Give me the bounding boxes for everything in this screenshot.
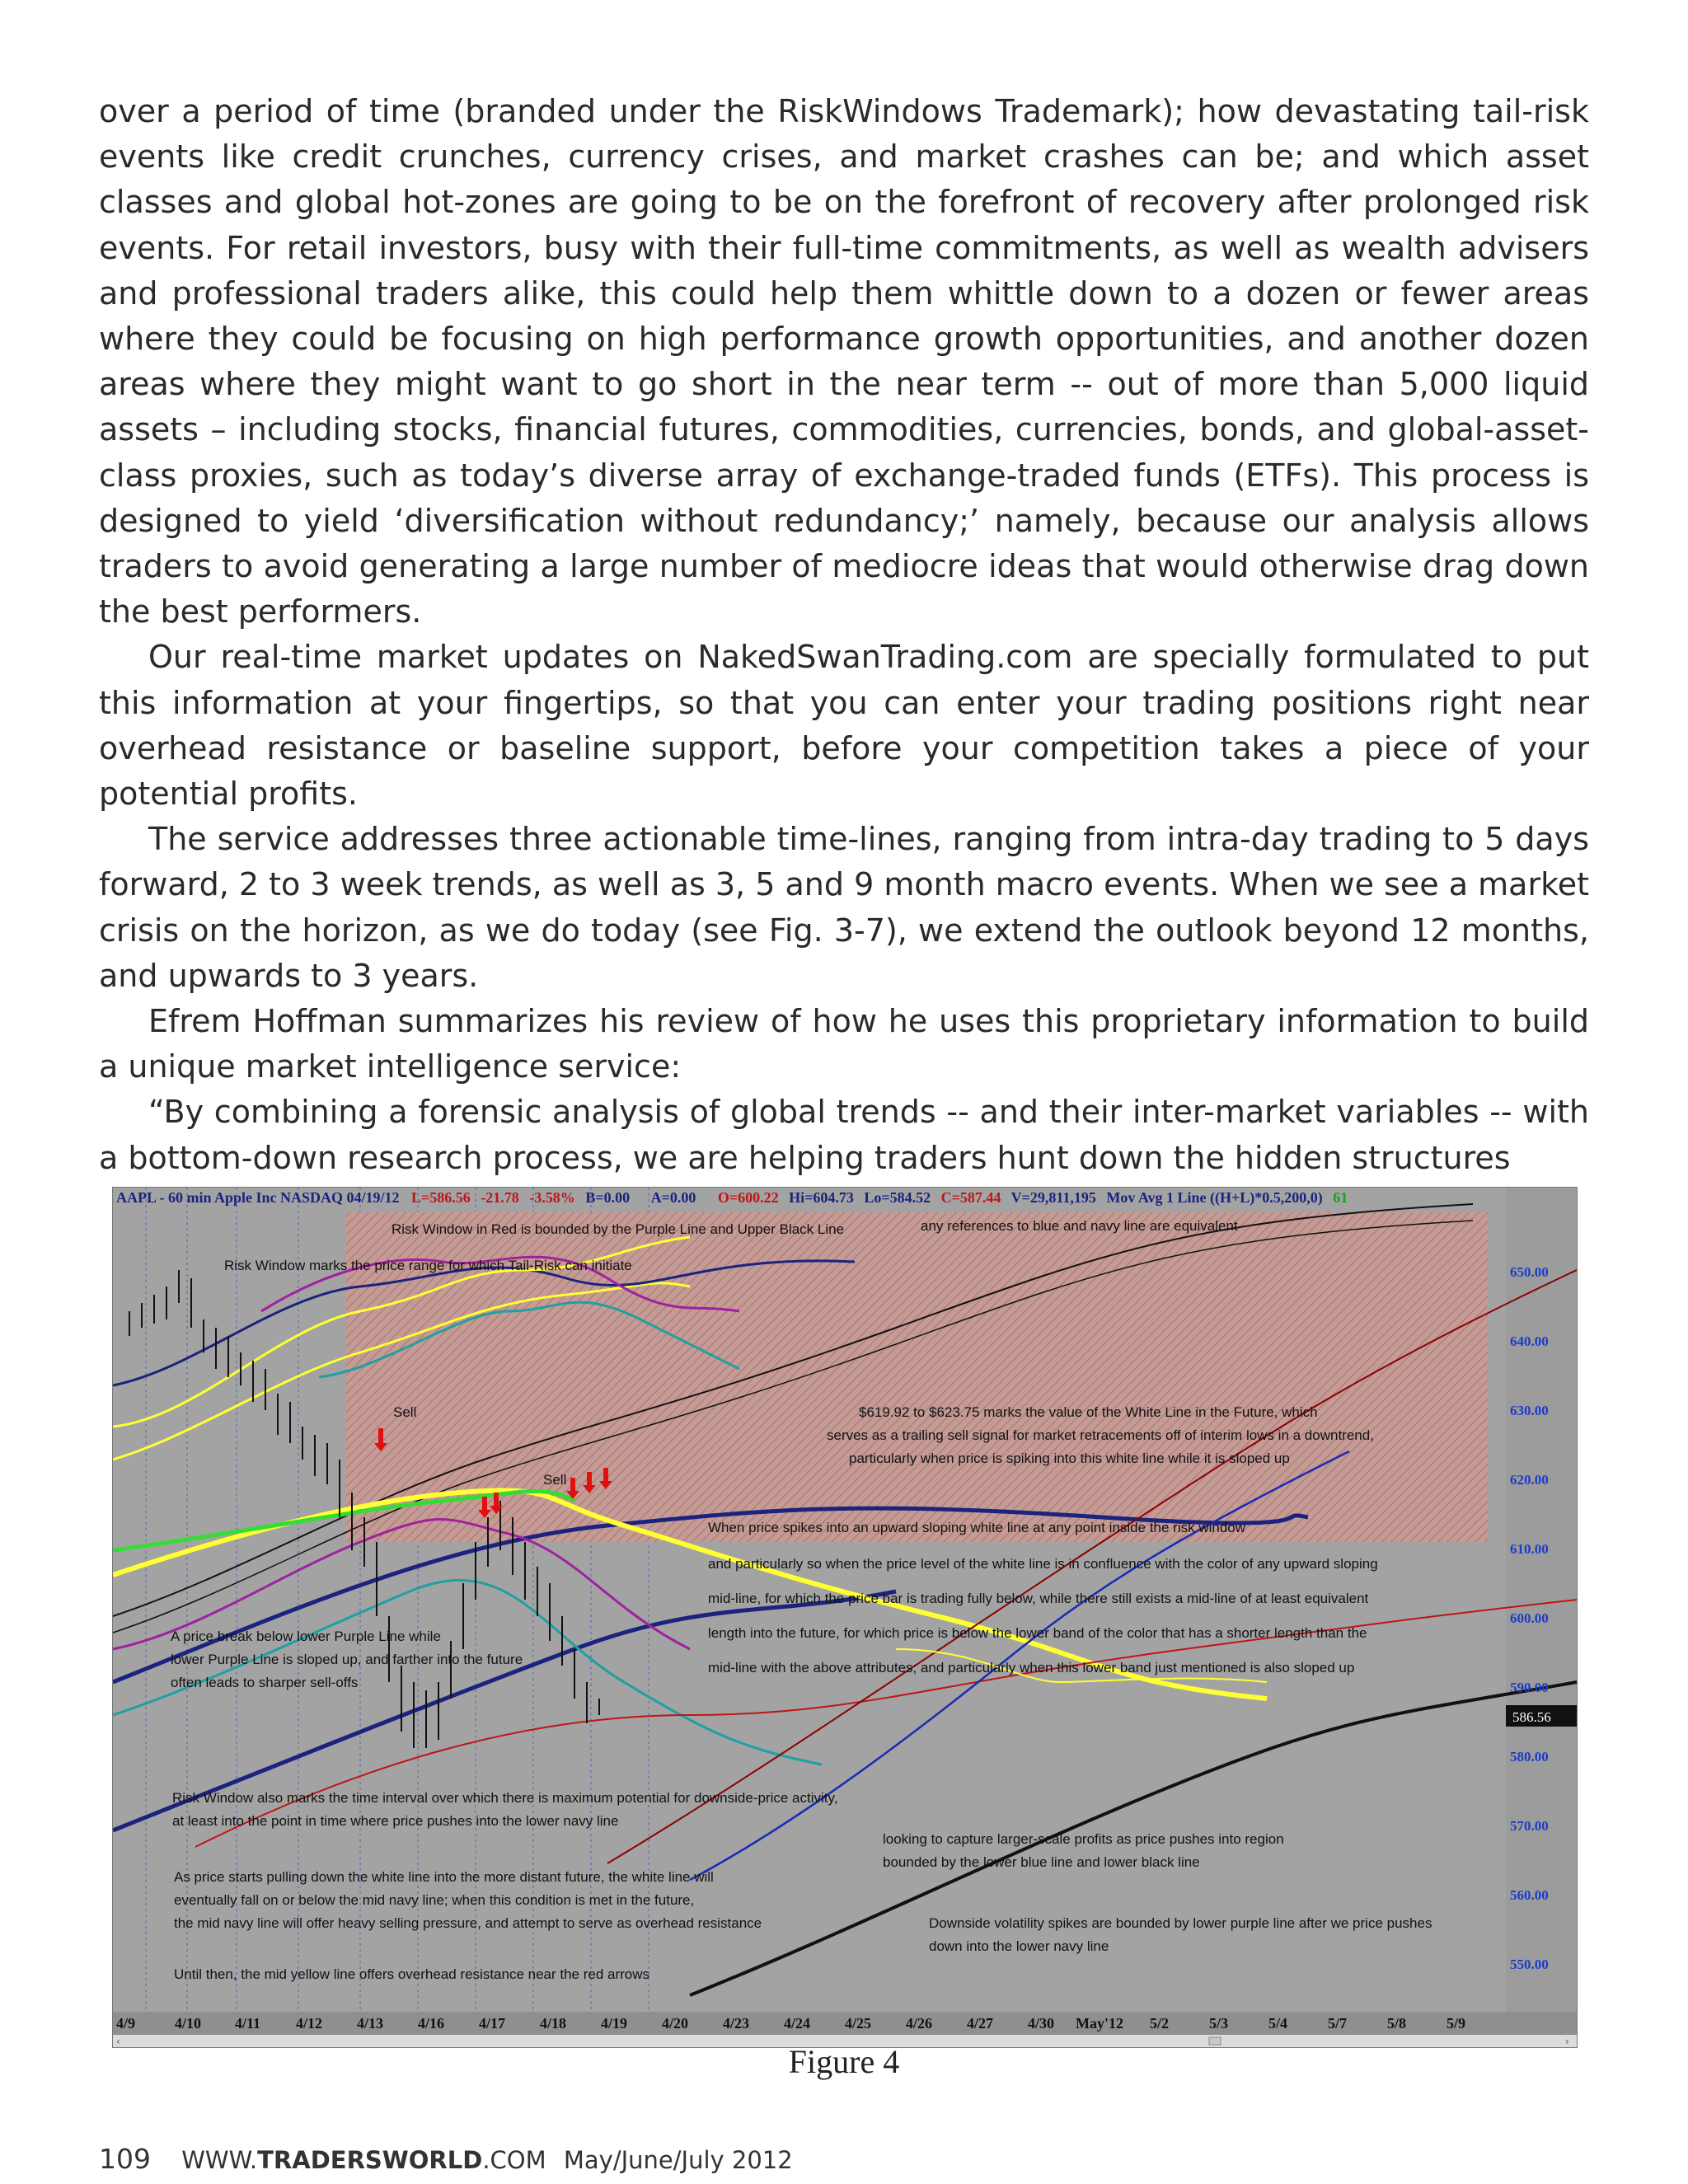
svg-text:650.00: 650.00 xyxy=(1510,1264,1549,1280)
annotation-risk-red: Risk Window in Red is bounded by the Purple Line and Upper Black Line xyxy=(392,1221,845,1237)
annotation-volatility-1: Downside volatility spikes are bounded by lower purple line after we price pushes xyxy=(929,1915,1432,1931)
page-number: 109 xyxy=(99,2143,151,2175)
annotation-pulling-3: the mid navy line will offer heavy selling pressure, and attempt to serve as overhead resistance xyxy=(174,1915,762,1931)
annotation-larger-scale-2: bounded by the lower blue line and lower black line xyxy=(883,1854,1200,1870)
chart-header: AAPL - 60 min Apple Inc NASDAQ 04/19/12 L=586.56 -21.78 -3.58% B=0.00 A=0.00 O=600.22 Hi=604.73 Lo=584.52 C=587.44 V=29,811,195 Mov Avg 1 Line ((H+L)*0.5,200,0) 61 xyxy=(116,1189,1348,1206)
svg-text:4/23: 4/23 xyxy=(723,2015,750,2032)
page-footer xyxy=(99,2143,793,2175)
annotation-spikes-1: When price spikes into an upward sloping white line at any point inside the risk window xyxy=(708,1520,1246,1535)
annotation-sell-1: Sell xyxy=(393,1404,417,1420)
svg-text:570.00: 570.00 xyxy=(1510,1818,1549,1834)
svg-text:4/19: 4/19 xyxy=(601,2015,628,2032)
svg-text:5/2: 5/2 xyxy=(1150,2015,1170,2032)
svg-text:4/17: 4/17 xyxy=(479,2015,506,2032)
svg-text:4/10: 4/10 xyxy=(175,2015,202,2032)
annotation-spikes-4: length into the future, for which price is below the lower band of the color that has a shorter length than the xyxy=(708,1625,1367,1641)
scroll-right-icon[interactable]: › xyxy=(1565,2036,1569,2047)
annotation-purple-break-2: lower Purple Line is sloped up, and farther into the future xyxy=(171,1652,523,1667)
paragraph-2: Our real-time market updates on NakedSwanTrading.com are specially formulated to put this information at your fingertips, so that you can enter your trading positions right near overhead resistance or baseline support, before your competition takes a piece of your potential profits. xyxy=(99,639,1589,813)
svg-text:4/12: 4/12 xyxy=(296,2015,323,2032)
svg-text:4/25: 4/25 xyxy=(845,2015,872,2032)
annotation-pulling-1: As price starts pulling down the white line into the more distant future, the white line will xyxy=(174,1869,714,1885)
svg-text:580.00: 580.00 xyxy=(1510,1749,1549,1765)
svg-text:560.00: 560.00 xyxy=(1510,1887,1549,1903)
annotation-spikes-5: mid-line with the above attributes; and particularly when this lower band just mentioned is also sloped up xyxy=(708,1660,1355,1675)
annotation-yellow-line: Until then, the mid yellow line offers overhead resistance near the red arrows xyxy=(174,1966,650,1982)
annotation-sell-2: Sell xyxy=(543,1472,567,1488)
site-suffix: .COM xyxy=(482,2146,546,2174)
svg-text:640.00: 640.00 xyxy=(1510,1333,1549,1349)
annotation-risk-marks: Risk Window marks the price range for which Tail-Risk can initiate xyxy=(224,1258,632,1273)
svg-text:4/20: 4/20 xyxy=(662,2015,689,2032)
annotation-spikes-3: mid-line, for which the price bar is trading fully below, while there still exists a mid-line of at least equivalent xyxy=(708,1591,1369,1606)
annotation-larger-scale-1: looking to capture larger-scale profits as price pushes into region xyxy=(883,1831,1284,1847)
annotation-purple-break-1: A price break below lower Purple Line while xyxy=(171,1629,441,1644)
svg-text:4/27: 4/27 xyxy=(967,2015,994,2032)
svg-text:4/11: 4/11 xyxy=(235,2015,261,2032)
svg-text:4/9: 4/9 xyxy=(116,2015,136,2032)
svg-text:4/18: 4/18 xyxy=(540,2015,567,2032)
svg-text:620.00: 620.00 xyxy=(1510,1472,1549,1488)
paragraph-4: Efrem Hoffman summarizes his review of how he uses this proprietary information to build a unique market intelligence service: xyxy=(99,1003,1589,1085)
svg-text:4/16: 4/16 xyxy=(418,2015,445,2032)
svg-text:5/9: 5/9 xyxy=(1447,2015,1466,2032)
paragraph-3: The service addresses three actionable time-lines, ranging from intra-day trading to 5 days forward, 2 to 3 week trends, as well as 3, 5 and 9 month macro events. When we see a market crisis on the horizon, as we do today (see Fig. 3-7), we extend the outlook beyond 12 months, and upwards to 3 years. xyxy=(99,821,1589,994)
annotation-time-interval-1: Risk Window also marks the time interval over which there is maximum potential for downside-price activity, xyxy=(172,1790,838,1806)
paragraph-5: “By combining a forensic analysis of global trends -- and their inter-market variables -- with a bottom-down research process, we are helping traders hunt down the hidden structures xyxy=(99,1094,1589,1176)
annotation-time-interval-2: at least into the point in time where price pushes into the lower navy line xyxy=(172,1813,619,1829)
svg-text:5/7: 5/7 xyxy=(1328,2015,1348,2032)
last-price-label: 586.56 xyxy=(1512,1709,1551,1725)
svg-text:4/30: 4/30 xyxy=(1028,2015,1055,2032)
svg-text:5/8: 5/8 xyxy=(1387,2015,1407,2032)
scroll-left-icon[interactable]: ‹ xyxy=(116,2036,120,2047)
svg-text:5/4: 5/4 xyxy=(1268,2015,1288,2032)
svg-text:5/3: 5/3 xyxy=(1209,2015,1229,2032)
figure-caption: Figure 4 xyxy=(788,2043,900,2080)
svg-text:4/13: 4/13 xyxy=(357,2015,384,2032)
figure-4-chart xyxy=(112,1187,1578,2048)
chart-svg xyxy=(113,1188,1577,2047)
annotation-white-future-1: $619.92 to $623.75 marks the value of the White Line in the Future, which xyxy=(859,1404,1318,1420)
svg-text:630.00: 630.00 xyxy=(1510,1403,1549,1418)
annotation-pulling-2: eventually fall on or below the mid navy line; when this condition is met in the future, xyxy=(174,1892,695,1908)
annotation-purple-break-3: often leads to sharper sell-offs xyxy=(171,1675,359,1690)
site-name: TRADERSWORLD xyxy=(257,2146,483,2174)
svg-text:4/24: 4/24 xyxy=(784,2015,811,2032)
svg-text:600.00: 600.00 xyxy=(1510,1610,1549,1626)
svg-text:590.00: 590.00 xyxy=(1510,1680,1549,1695)
svg-text:May'12: May'12 xyxy=(1076,2015,1123,2032)
annotation-white-future-3: particularly when price is spiking into this white line while it is sloped up xyxy=(849,1451,1290,1466)
annotation-white-future-2: serves as a trailing sell signal for market retracements off of interim lows in a downtrend, xyxy=(827,1427,1374,1443)
issue-date: May/June/July 2012 xyxy=(563,2146,793,2174)
site-url[interactable] xyxy=(181,2146,546,2174)
svg-text:610.00: 610.00 xyxy=(1510,1541,1549,1557)
annotation-spikes-2: and particularly so when the price level of the white line is in confluence with the color of any upward sloping xyxy=(708,1556,1378,1572)
svg-text:550.00: 550.00 xyxy=(1510,1957,1549,1972)
annotation-volatility-2: down into the lower navy line xyxy=(929,1938,1109,1954)
paragraph-1: over a period of time (branded under the RiskWindows Trademark); how devastating tail-risk events like credit crunches, currency crises, and market crashes can be; and which asset classes and global hot-zones are going to be on the forefront of recovery after prolonged risk events. For retail investors, busy with their full-time commitments, as well as wealth advisers and professional traders alike, this could help them whittle down to a dozen or fewer areas where they could be focusing on high performance growth opportunities, and another dozen areas where they might want to go short in the near term -- out of more than 5,000 liquid assets – including stocks, financial futures, commodities, currencies, bonds, and global-asset-class proxies, such as today’s diverse array of exchange-traded funds (ETFs). This process is designed to yield ‘diversification without redundancy;’ namely, because our analysis allows traders to avoid generating a large number of mediocre ideas that would otherwise drag down the best performers. xyxy=(99,93,1589,630)
annotation-blue-navy: any references to blue and navy line are equivalent xyxy=(921,1218,1238,1234)
article-body xyxy=(99,89,1589,1181)
site-prefix: WWW. xyxy=(181,2146,258,2174)
svg-text:4/26: 4/26 xyxy=(906,2015,933,2032)
